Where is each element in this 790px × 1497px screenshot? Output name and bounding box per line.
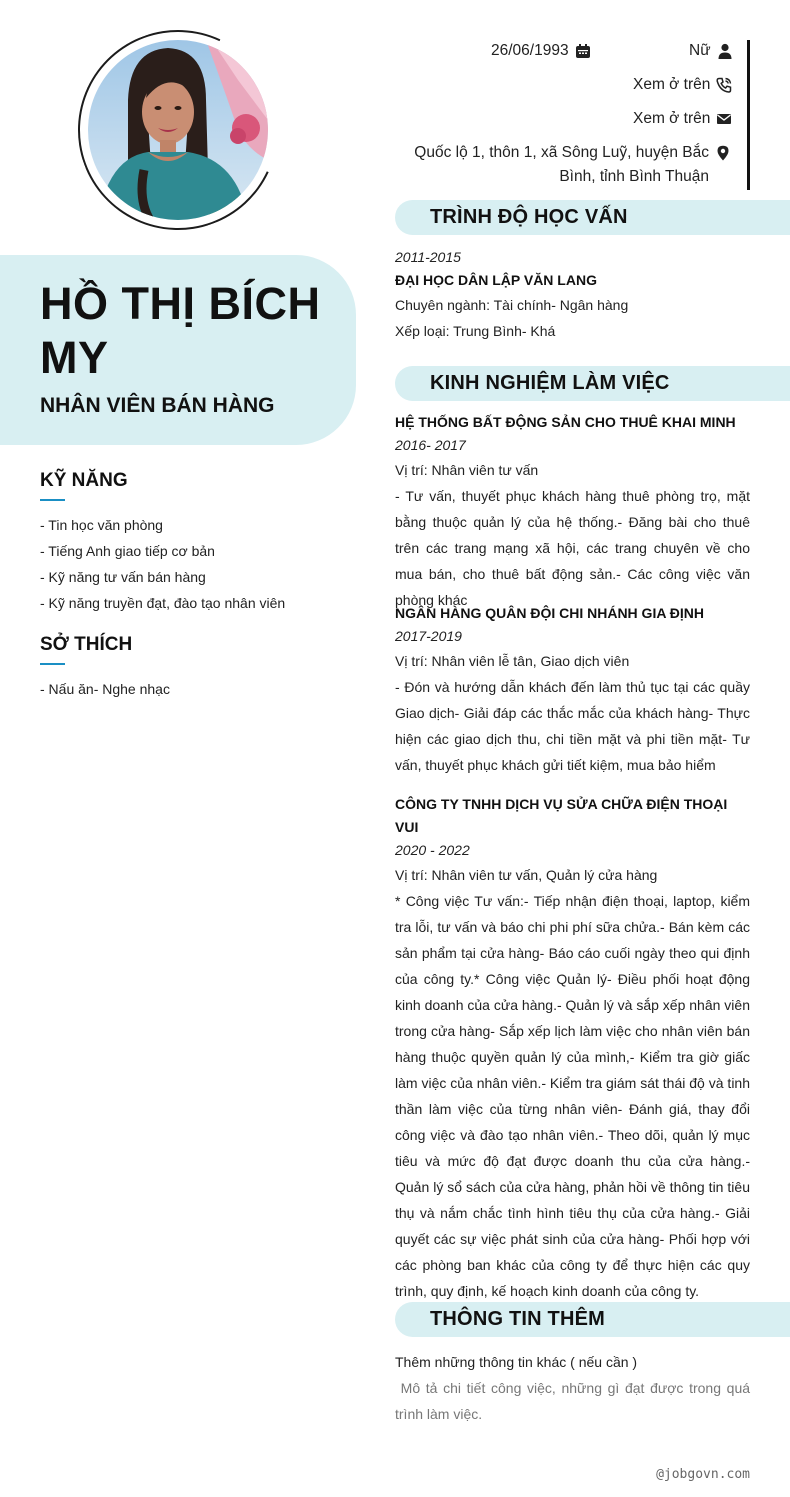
additional-heading-bar — [395, 1302, 790, 1337]
location-pin-icon — [715, 145, 731, 161]
list-item: - Tiếng Anh giao tiếp cơ bản — [40, 543, 215, 559]
birthdate-value: 26/06/1993 — [491, 42, 569, 59]
phone-row — [633, 73, 732, 97]
name-banner — [0, 255, 356, 445]
experience-period: 2017-2019 — [395, 628, 462, 644]
additional-line: Thêm những thông tin khác ( nếu cần ) — [395, 1354, 638, 1370]
experience-position: Vị trí: Nhân viên tư vấn — [395, 462, 539, 478]
experience-entry — [395, 411, 750, 613]
experience-position: Vị trí: Nhân viên tư vấn, Quản lý cửa hàng — [395, 867, 658, 883]
hobbies-list — [40, 676, 340, 702]
user-icon — [717, 43, 733, 59]
experience-description: - Tư vấn, thuyết phục khách hàng thuê phòng trọ, mặt bằng thuộc quản lý của hệ thống.- Đăng bài cho thuê trên các trang mạng xã hội, các trang chuyên về cho mua bán, cho thuê bất động sản.- Các công việc văn phòng khác — [395, 488, 750, 608]
experience-description: - Đón và hướng dẫn khách đến làm thủ tục tại các quầy Giao dịch- Giải đáp các thắc mắc của khách hàng- Thực hiện các giao dịch thu, chi tiền mặt và phi tiền mặt- Tư vấn, thuyết phục khách gửi tiết kiệm, mua bảo hiểm — [395, 679, 750, 773]
phone-value: Xem ở trên — [633, 76, 711, 93]
profile-photo-icon — [88, 40, 268, 220]
list-item: - Kỹ năng tư vấn bán hàng — [40, 569, 206, 585]
watermark: @jobgovn.com — [656, 1467, 750, 1482]
experience-period: 2016- 2017 — [395, 437, 466, 453]
email-value: Xem ở trên — [633, 110, 711, 127]
education-heading: TRÌNH ĐỘ HỌC VẤN — [430, 206, 628, 228]
candidate-name: HỒ THỊ BÍCH MY — [40, 278, 321, 383]
education-major: Chuyên ngành: Tài chính- Ngân hàng — [395, 297, 629, 313]
gender-value: Nữ — [689, 42, 711, 59]
phone-icon — [716, 77, 732, 93]
education-school: ĐẠI HỌC DÂN LẬP VĂN LANG — [395, 272, 597, 288]
experience-company: NGÂN HÀNG QUÂN ĐỘI CHI NHÁNH GIA ĐỊNH — [395, 605, 705, 621]
experience-company: CÔNG TY TNHH DỊCH VỤ SỬA CHỮA ĐIỆN THOẠI VUI — [395, 796, 728, 835]
list-item: - Nấu ăn- Nghe nhạc — [40, 681, 170, 697]
gender-row — [689, 39, 733, 63]
experience-heading-bar — [395, 366, 790, 401]
hobbies-heading: SỞ THÍCH — [40, 634, 133, 655]
email-row — [633, 107, 732, 131]
hobbies-underline — [40, 663, 65, 665]
education-grade: Xếp loại: Trung Bình- Khá — [395, 323, 556, 339]
experience-entry — [395, 602, 750, 778]
experience-period: 2020 - 2022 — [395, 842, 470, 858]
candidate-job-title: NHÂN VIÊN BÁN HÀNG — [40, 394, 275, 417]
education-entry — [395, 246, 750, 344]
skills-heading: KỸ NĂNG — [40, 470, 128, 491]
additional-entry — [395, 1349, 754, 1427]
skills-list — [40, 512, 340, 616]
list-item: - Kỹ năng truyền đạt, đào tạo nhân viên — [40, 595, 286, 611]
experience-description: * Công việc Tư vấn:- Tiếp nhận điện thoại, laptop, kiểm tra lỗi, tư vấn và báo chi phi phí sữa chửa.- Bán kèm các sản phẩm tại cửa hàng- Báo cáo cuối ngày theo qui định của công ty.* Công việc Quản lý- Điều phối hoạt động kinh doanh của cửa hàng.- Quản lý và sắp xếp nhân viên trong cửa hàng- Sắp xếp lịch làm việc cho nhân viên bán hàng thuộc quyền quản lý của mình,- Kiểm tra giờ giấc làm việc của nhân viên.- Kiểm tra giám sát thái độ và tinh thần làm việc của từng nhân viên- Đánh giá, thay đổi công việc và đào tạo nhân viên.- Theo dõi, quản lý mục tiêu và mức độ đạt được doanh thu của cửa hàng.- Quản lý sổ sách của cửa hàng, phản hồi về thông tin tiêu thụ và nắm chắc tình hình tiêu thụ của cửa hàng.- Giải quyết các sự việc phát sinh của cửa hàng- Phối hợp với các phòng ban khác của công ty để thực hiện các quy trình, quy định, kế hoạch kinh doanh của công ty. — [395, 893, 750, 1299]
contact-divider — [747, 40, 750, 190]
education-period: 2011-2015 — [395, 249, 461, 265]
experience-company: HỆ THỐNG BẤT ĐỘNG SẢN CHO THUÊ KHAI MINH — [395, 414, 736, 430]
avatar — [88, 40, 268, 220]
calendar-icon — [575, 43, 591, 59]
experience-heading: KINH NGHIỆM LÀM VIỆC — [430, 372, 670, 394]
envelope-icon — [716, 111, 732, 127]
skills-section — [40, 470, 340, 616]
hobbies-section — [40, 634, 340, 702]
additional-heading: THÔNG TIN THÊM — [430, 1308, 606, 1330]
additional-description: Mô tả chi tiết công việc, những gì đạt được trong quá trình làm việc. — [395, 1380, 754, 1422]
education-heading-bar — [395, 200, 790, 235]
list-item: - Tin học văn phòng — [40, 517, 163, 533]
address-row — [405, 141, 731, 189]
skills-underline — [40, 499, 65, 501]
birthdate-row — [491, 39, 591, 63]
experience-position: Vị trí: Nhân viên lễ tân, Giao dịch viên — [395, 653, 630, 669]
address-value: Quốc lộ 1, thôn 1, xã Sông Luỹ, huyện Bắc Bình, tỉnh Bình Thuận — [414, 144, 709, 185]
experience-entry — [395, 793, 750, 1304]
